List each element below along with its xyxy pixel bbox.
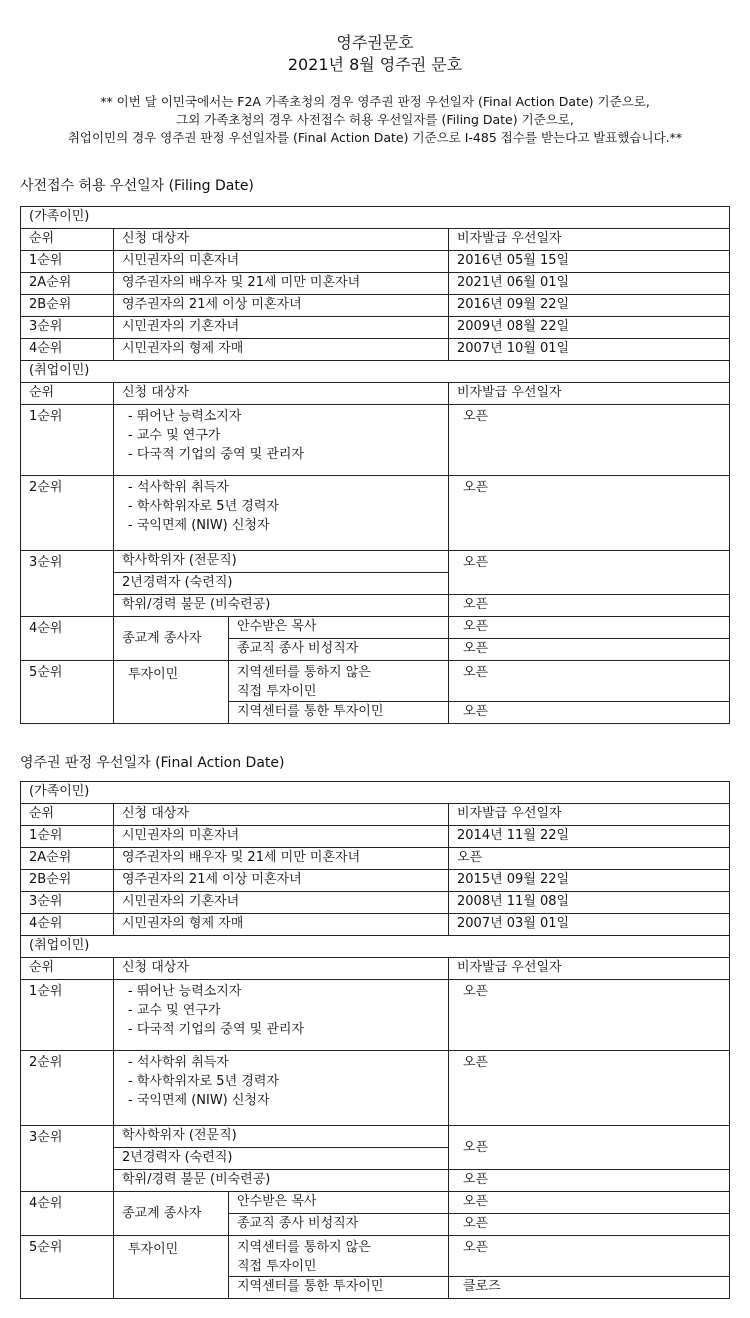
col-applicant: 신청 대상자 bbox=[114, 958, 449, 980]
date-cell: 2007년 03월 01일 bbox=[449, 914, 730, 936]
date-cell: 오픈 bbox=[449, 661, 730, 702]
group-cell: 종교계 종사자 bbox=[114, 617, 229, 661]
date-cell: 오픈 bbox=[449, 405, 730, 476]
applicant-cell: 영주권자의 배우자 및 21세 미만 미혼자녀 bbox=[114, 273, 449, 295]
applicant-cell: 안수받은 목사 bbox=[229, 617, 449, 639]
rank-cell: 3순위 bbox=[21, 892, 114, 914]
table-row bbox=[21, 405, 730, 476]
applicant-line: - 국익면제 (NIW) 신청자 bbox=[128, 518, 270, 533]
rank-cell: 4순위 bbox=[21, 914, 114, 936]
applicant-cell: 시민권자의 형제 자매 bbox=[114, 339, 449, 361]
table-row bbox=[21, 870, 730, 892]
table-row bbox=[21, 476, 730, 551]
applicant-cell: 시민권자의 기혼자녀 bbox=[114, 892, 449, 914]
date-cell: 오픈 bbox=[449, 595, 730, 617]
page-title: 영주권문호 bbox=[336, 33, 414, 52]
applicant-cell bbox=[114, 980, 449, 1051]
rank-cell: 2A순위 bbox=[21, 273, 114, 295]
table-row bbox=[21, 1192, 730, 1214]
rank-cell: 5순위 bbox=[21, 1236, 114, 1299]
applicant-cell bbox=[229, 1236, 449, 1277]
col-applicant: 신청 대상자 bbox=[114, 229, 449, 251]
date-cell: 오픈 bbox=[449, 476, 730, 551]
table-row bbox=[21, 892, 730, 914]
date-cell: 오픈 bbox=[449, 639, 730, 661]
rank-cell: 1순위 bbox=[21, 251, 114, 273]
date-cell: 오픈 bbox=[449, 617, 730, 639]
applicant-line: - 교수 및 연구가 bbox=[128, 428, 221, 443]
applicant-line: - 다국적 기업의 중역 및 관리자 bbox=[128, 447, 305, 462]
col-date: 비자발급 우선일자 bbox=[449, 229, 730, 251]
applicant-cell bbox=[229, 661, 449, 702]
table-row bbox=[21, 1051, 730, 1126]
date-cell: 2009년 08월 22일 bbox=[449, 317, 730, 339]
rank-cell: 1순위 bbox=[21, 826, 114, 848]
applicant-line: - 다국적 기업의 중역 및 관리자 bbox=[128, 1022, 305, 1037]
rank-cell: 1순위 bbox=[21, 405, 114, 476]
employment-label: (취업이민) bbox=[21, 361, 730, 383]
applicant-cell: 학위/경력 불문 (비숙련공) bbox=[114, 1170, 449, 1192]
date-cell: 2008년 11월 08일 bbox=[449, 892, 730, 914]
applicant-line: - 석사학위 취득자 bbox=[128, 1055, 229, 1070]
applicant-line: - 석사학위 취득자 bbox=[128, 480, 229, 495]
date-cell: 오픈 bbox=[449, 702, 730, 724]
table-row bbox=[21, 826, 730, 848]
applicant-line: 지역센터를 통하지 않은 bbox=[237, 665, 371, 680]
family-label: (가족이민) bbox=[21, 782, 730, 804]
rank-cell: 4순위 bbox=[21, 1192, 114, 1236]
table-row bbox=[21, 1126, 730, 1148]
table-row bbox=[21, 551, 730, 573]
family-label: (가족이민) bbox=[21, 207, 730, 229]
table-row bbox=[21, 251, 730, 273]
notice-line-3: 취업이민의 경우 영주권 판정 우선일자를 (Final Action Date) 기준으로 I-485 접수를 받는다고 발표했습니다.** bbox=[67, 130, 683, 145]
date-cell: 오픈 bbox=[449, 1236, 730, 1277]
rank-cell: 2순위 bbox=[21, 1051, 114, 1126]
applicant-cell: 영주권자의 21세 이상 미혼자녀 bbox=[114, 295, 449, 317]
applicant-cell: 학위/경력 불문 (비숙련공) bbox=[114, 595, 449, 617]
rank-cell: 2순위 bbox=[21, 476, 114, 551]
applicant-cell: 시민권자의 기혼자녀 bbox=[114, 317, 449, 339]
applicant-cell bbox=[114, 405, 449, 476]
date-cell: 오픈 bbox=[449, 1214, 730, 1236]
applicant-cell: 종교직 종사 비성직자 bbox=[229, 639, 449, 661]
date-cell: 오픈 bbox=[449, 1051, 730, 1126]
applicant-cell: 학사학위자 (전문직) bbox=[114, 1126, 449, 1148]
col-applicant: 신청 대상자 bbox=[114, 804, 449, 826]
notice-line-2: 그외 가족초청의 경우 사전접수 허용 우선일자를 (Filing Date) 기준으로, bbox=[176, 112, 574, 127]
table-row bbox=[21, 1170, 730, 1192]
filing-date-table bbox=[20, 206, 730, 724]
applicant-line: 직접 투자이민 bbox=[237, 1259, 317, 1274]
table-row bbox=[21, 661, 730, 702]
col-rank: 순위 bbox=[21, 958, 114, 980]
rank-cell: 3순위 bbox=[21, 317, 114, 339]
table-row bbox=[21, 273, 730, 295]
rank-cell: 3순위 bbox=[21, 551, 114, 617]
group-cell: 종교계 종사자 bbox=[114, 1192, 229, 1236]
col-date: 비자발급 우선일자 bbox=[449, 958, 730, 980]
col-date: 비자발급 우선일자 bbox=[449, 383, 730, 405]
table-row bbox=[21, 980, 730, 1051]
applicant-line: 지역센터를 통하지 않은 bbox=[237, 1240, 371, 1255]
applicant-cell: 시민권자의 미혼자녀 bbox=[114, 251, 449, 273]
table-row bbox=[21, 317, 730, 339]
employment-label: (취업이민) bbox=[21, 936, 730, 958]
date-cell: 2016년 05월 15일 bbox=[449, 251, 730, 273]
applicant-line: - 뛰어난 능력소지자 bbox=[128, 409, 242, 424]
applicant-cell: 학사학위자 (전문직) bbox=[114, 551, 449, 573]
col-rank: 순위 bbox=[21, 229, 114, 251]
table-row bbox=[21, 1236, 730, 1277]
applicant-cell: 지역센터를 통한 투자이민 bbox=[229, 1277, 449, 1299]
rank-cell: 2A순위 bbox=[21, 848, 114, 870]
date-cell: 오픈 bbox=[449, 1192, 730, 1214]
rank-cell: 2B순위 bbox=[21, 870, 114, 892]
date-cell: 2015년 09월 22일 bbox=[449, 870, 730, 892]
rank-cell: 1순위 bbox=[21, 980, 114, 1051]
applicant-line: - 국익면제 (NIW) 신청자 bbox=[128, 1093, 270, 1108]
date-cell: 2016년 09월 22일 bbox=[449, 295, 730, 317]
applicant-cell: 시민권자의 형제 자매 bbox=[114, 914, 449, 936]
table-row bbox=[21, 339, 730, 361]
table-row bbox=[21, 848, 730, 870]
group-cell: 투자이민 bbox=[114, 1236, 229, 1299]
applicant-line: - 학사학위자로 5년 경력자 bbox=[128, 1074, 279, 1089]
col-rank: 순위 bbox=[21, 383, 114, 405]
rank-cell: 3순위 bbox=[21, 1126, 114, 1192]
date-cell: 오픈 bbox=[449, 980, 730, 1051]
applicant-cell: 영주권자의 21세 이상 미혼자녀 bbox=[114, 870, 449, 892]
table-row bbox=[21, 295, 730, 317]
date-cell: 오픈 bbox=[449, 1126, 730, 1170]
col-applicant: 신청 대상자 bbox=[114, 383, 449, 405]
applicant-cell: 시민권자의 미혼자녀 bbox=[114, 826, 449, 848]
col-rank: 순위 bbox=[21, 804, 114, 826]
date-cell: 2021년 06월 01일 bbox=[449, 273, 730, 295]
final-action-table bbox=[20, 781, 730, 1299]
table-row bbox=[21, 595, 730, 617]
date-cell: 클로즈 bbox=[449, 1277, 730, 1299]
rank-cell: 2B순위 bbox=[21, 295, 114, 317]
applicant-line: - 뛰어난 능력소지자 bbox=[128, 984, 242, 999]
table-row bbox=[21, 617, 730, 639]
rank-cell: 4순위 bbox=[21, 339, 114, 361]
applicant-cell bbox=[114, 476, 449, 551]
applicant-cell bbox=[114, 1051, 449, 1126]
rank-cell: 5순위 bbox=[21, 661, 114, 724]
notice-line-1: ** 이번 달 이민국에서는 F2A 가족초청의 경우 영주권 판정 우선일자 (Final Action Date) 기준으로, bbox=[100, 94, 650, 109]
date-cell: 오픈 bbox=[449, 1170, 730, 1192]
applicant-cell: 2년경력자 (숙련직) bbox=[114, 573, 449, 595]
group-cell: 투자이민 bbox=[114, 661, 229, 724]
date-cell: 오픈 bbox=[449, 848, 730, 870]
applicant-line: - 학사학위자로 5년 경력자 bbox=[128, 499, 279, 514]
col-date: 비자발급 우선일자 bbox=[449, 804, 730, 826]
section-title-final: 영주권 판정 우선일자 (Final Action Date) bbox=[20, 755, 285, 771]
date-cell: 오픈 bbox=[449, 551, 730, 595]
rank-cell: 4순위 bbox=[21, 617, 114, 661]
date-cell: 2014년 11월 22일 bbox=[449, 826, 730, 848]
applicant-cell: 지역센터를 통한 투자이민 bbox=[229, 702, 449, 724]
applicant-cell: 안수받은 목사 bbox=[229, 1192, 449, 1214]
page-subtitle: 2021년 8월 영주권 문호 bbox=[287, 55, 463, 74]
applicant-cell: 영주권자의 배우자 및 21세 미만 미혼자녀 bbox=[114, 848, 449, 870]
applicant-line: 직접 투자이민 bbox=[237, 684, 317, 699]
date-cell: 2007년 10월 01일 bbox=[449, 339, 730, 361]
table-row bbox=[21, 914, 730, 936]
applicant-cell: 종교직 종사 비성직자 bbox=[229, 1214, 449, 1236]
applicant-line: - 교수 및 연구가 bbox=[128, 1003, 221, 1018]
applicant-cell: 2년경력자 (숙련직) bbox=[114, 1148, 449, 1170]
section-title-filing: 사전접수 허용 우선일자 (Filing Date) bbox=[20, 178, 254, 194]
